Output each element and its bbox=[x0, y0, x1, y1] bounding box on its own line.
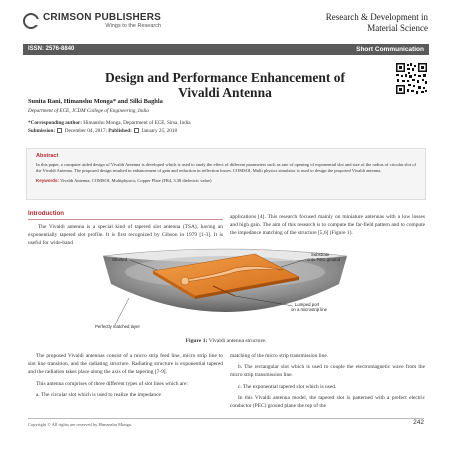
calendar-icon bbox=[134, 128, 139, 133]
keywords-label: Keywords: bbox=[36, 178, 60, 184]
figure-caption-label: Figure 1: bbox=[185, 338, 208, 344]
article-title-line1: Design and Performance Enhancement of bbox=[105, 70, 345, 85]
intro-paragraph: The Vivaldi antenna is a special kind of tapered slot antenna (TSA), having an exponentially tapered slot profile. It is first recognized by Gibson in 1979 [1-3]. It is useful for wide-band bbox=[28, 224, 223, 247]
submission-date: December 04, 2017; bbox=[64, 128, 107, 134]
article-title bbox=[60, 70, 390, 100]
author-affiliation: Department of ECE, JCDM College of Engineering, India bbox=[28, 108, 149, 114]
keywords bbox=[36, 178, 416, 183]
label-substrate-line1: Substrate bbox=[311, 252, 330, 257]
body-left-column bbox=[28, 352, 223, 402]
article-dates bbox=[28, 128, 177, 134]
calendar-icon bbox=[57, 128, 62, 133]
intro-paragraph-continued: applications [4]. This research focused mainly on miniature antennas with a low losses and high gain. The aim of this research is to compute the far-field pattern and to compute the impedance matching of the structure [5,6] (Figure 1). bbox=[230, 214, 425, 237]
label-lumped-line2: on a microstrip line bbox=[291, 307, 328, 312]
publisher-tagline: Wings to the Research bbox=[105, 23, 162, 29]
body-list-item: c. The exponential tapered slot which is used. bbox=[238, 383, 337, 390]
article-type-label: Short Communication bbox=[356, 45, 424, 53]
body-paragraph: The proposed Vivaldi antennas consist of a micro strip feed line, micro strip line to slot line transition, and the radiating structure. Radiating structure is exponential tapered and the radiation takes place along the axis of the tapering [7-9]. bbox=[28, 353, 223, 376]
article-title-line2: Vivaldi Antenna bbox=[178, 85, 272, 100]
body-right-column bbox=[230, 352, 425, 413]
journal-name-line1: Research & Development in bbox=[325, 12, 428, 22]
keywords-text: Vivaldi Antenna; COMSOL Multiphysics; Copper Plate (FR4, 3.38 dielectric value) bbox=[60, 178, 212, 184]
page-number: 242 bbox=[413, 419, 424, 426]
author-list: Sunita Rani, Himanshu Monga* and Silki Baghla bbox=[28, 98, 163, 105]
label-substrate-line2: onto PEC ground bbox=[307, 257, 340, 262]
abstract-heading: Abstract bbox=[36, 153, 59, 159]
qr-code-icon[interactable] bbox=[395, 62, 428, 95]
label-lumped-line1: Lumped port bbox=[295, 302, 320, 307]
publisher-logo[interactable] bbox=[23, 12, 161, 29]
label-perfectly-matched-layer: Perfectly matched layer bbox=[95, 324, 140, 329]
abstract-box bbox=[26, 148, 426, 200]
section-heading-introduction: Introduction bbox=[28, 210, 65, 217]
body-paragraph: This antenna comprises of three different types of slot lines which are: bbox=[36, 380, 188, 387]
figure-caption bbox=[0, 338, 452, 344]
body-paragraph: matching of the micro strip transmission line. bbox=[230, 353, 329, 359]
vivaldi-antenna-figure[interactable] bbox=[85, 244, 366, 334]
corresponding-author bbox=[28, 120, 191, 126]
corresponding-author-label: *Corresponding author: bbox=[28, 120, 82, 126]
crimson-logo-icon bbox=[23, 13, 39, 29]
footer-divider bbox=[28, 418, 424, 419]
issn-label: ISSN: 2576-8840 bbox=[28, 45, 75, 52]
body-list-item: b. The rectangular slot which is used to couple the electromagnetic wave from the micro strip transmission line. bbox=[230, 364, 425, 379]
abstract-body: In this paper, a computer aided design of Vivaldi Antenna is developed which is used to study the effect of different parameters such as rate of opening of exponential slot and size of the radius of circular slot of the Vivaldi Antenna. The proposed design resulted in enhancement of gain and reduction in reflection losses. COMSOL Multi physics simulator is used to design the proposed Vivaldi antenna. bbox=[36, 162, 416, 174]
publisher-name: CRIMSON PUBLISHERS bbox=[43, 12, 162, 23]
section-divider bbox=[28, 219, 223, 220]
published-label: Published: bbox=[108, 128, 132, 134]
journal-name-line2: Material Science bbox=[367, 23, 428, 33]
corresponding-author-text: Himanshu Monga, Department of ECE, Sirsa, India bbox=[83, 120, 191, 126]
body-list-item: a. The circular slot which is used to realize the impedance bbox=[36, 391, 161, 398]
submission-label: Submission: bbox=[28, 128, 56, 134]
intro-right-column bbox=[230, 213, 425, 241]
body-paragraph: In this Vivaldi antenna model, the tapered slot is patterned with a prefect electric conductor (PEC) ground plane the top of the bbox=[230, 394, 425, 410]
label-shorted: Shorted bbox=[112, 257, 128, 262]
published-date: January 25, 2018 bbox=[141, 128, 178, 134]
copyright-notice: Copyright © All rights are reserved by Himanshu Monga. bbox=[28, 422, 133, 427]
journal-name bbox=[326, 12, 428, 34]
figure-caption-text: Vivaldi antenna structure. bbox=[208, 338, 267, 344]
